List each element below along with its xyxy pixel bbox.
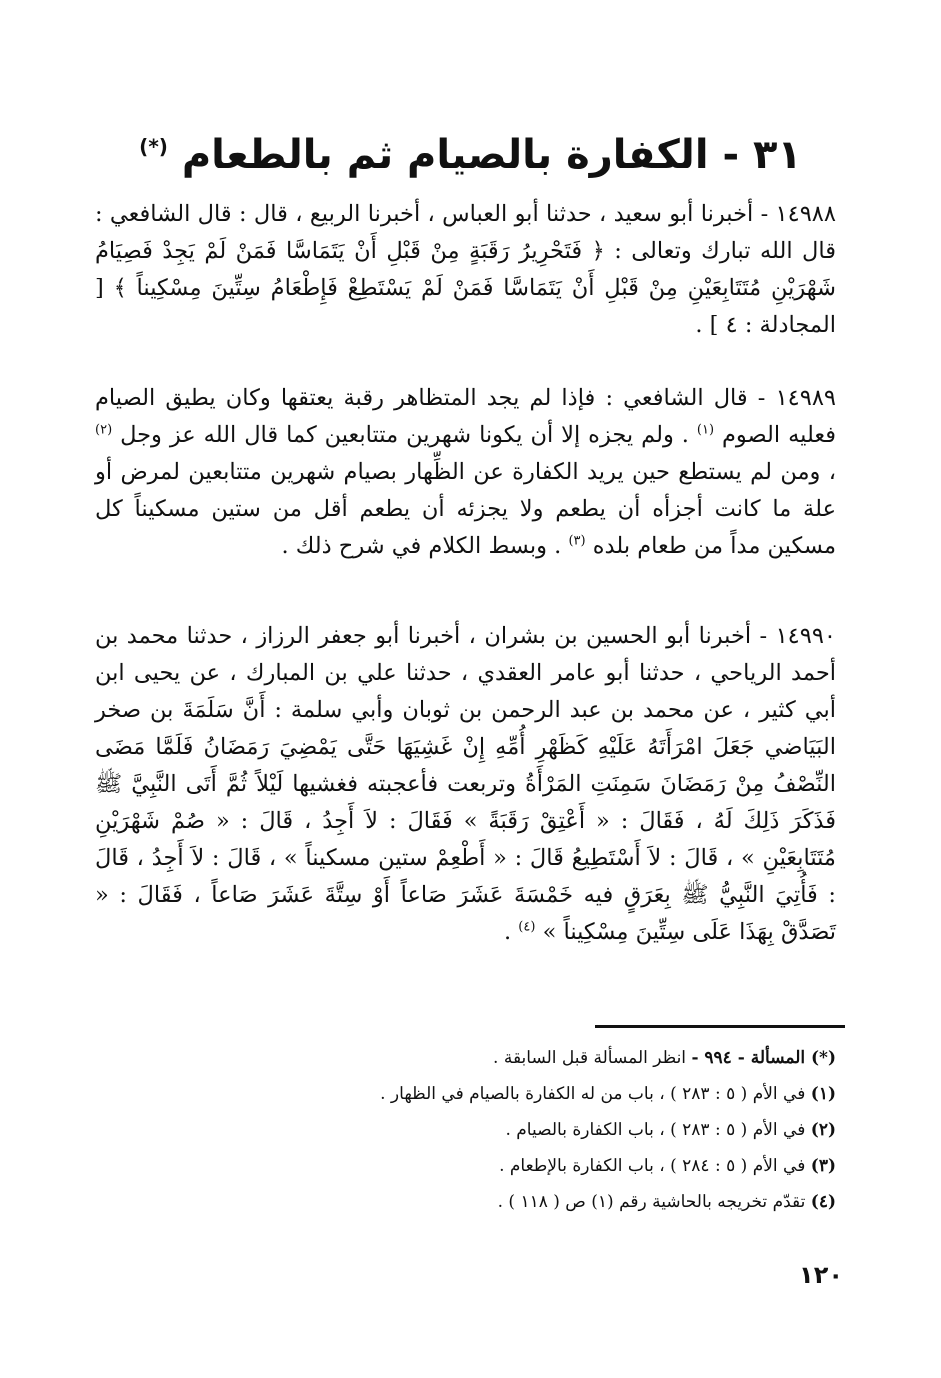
paragraph-text: أخبرنا أبو الحسين بن بشران ، أخبرنا أبو جعفر الرزاز ، حدثنا محمد بن أحمد الرياحي ، حدثنا أبو عامر العقدي ، حدثنا علي بن المبارك ، عن يحيى ابن أبي كثير ، عن محمد بن عبد الرحمن بن ثوبان وأبي سلمة : أَنَّ سَلَمَةَ بن صخر البَيَاضي جَعَلَ امْرَأَتَهُ عَلَيْهِ كَظَهْرِ أُمِّهِ إِنْ غَشِيَهَا حَتَّى يَمْضِيَ رَمَضَانُ فَلَمَّا مَضَى النِّصْفُ مِنْ رَمَضَانَ سَمِنَتِ المَرْأَةُ وتربعت فأعجبته فغشيها لَيْلاً ثُمَّ أَتَى النَّبِيَّ ﷺ فَذَكَرَ ذَلِكَ لَهُ ، فَقَالَ : « أَعْتِقْ رَقَبَةً » فَقَالَ : لاَ أَجِدُ ، قَالَ : « صُمْ شَهْرَيْنِ مُتَتَابِعَيْنِ » ، قَالَ : لاَ أَسْتَطِيعُ قَالَ : « أَطْعِمْ ستين مسكيناً » ، قَالَ : لاَ أَجِدُ ، قَالَ : فَأُتِيَ النَّبِيُّ ﷺ بِعَرَقٍ فيه خَمْسَةَ عَشَرَ صَاعاً أَوْ سِتَّةَ عَشَرَ صَاعاً ، فَقَالَ : « تَصَدَّقْ بِهَذَا عَلَى سِتِّينَ مِسْكِيناً »	[95, 623, 836, 945]
footnote	[300, 1184, 836, 1220]
footnote-tag: (٤)	[810, 1192, 836, 1212]
footnote-ref[interactable]: (٢)	[95, 422, 113, 438]
footnote-text: في الأم ( ٥ : ٢٨٤ ) ، باب الكفارة بالإطعام .	[499, 1156, 806, 1176]
footnote-ref[interactable]: (٣)	[568, 533, 586, 549]
footnote-ref[interactable]: (٤)	[518, 919, 536, 935]
footnote	[300, 1148, 836, 1184]
paragraph-number: ١٤٩٨٨	[775, 201, 836, 227]
footnote-text: تقدّم تخريجه بالحاشية رقم (١) ص ( ١١٨ ) .	[497, 1192, 806, 1212]
paragraph-14990: ١٤٩٩٠ - أخبرنا أبو الحسين بن بشران ، أخبرنا أبو جعفر الرزاز ، حدثنا محمد بن أحمد الرياحي ، حدثنا أبو عامر العقدي ، حدثنا علي بن المبارك ، عن يحيى ابن أبي كثير ، عن محمد بن عبد الرحمن بن ثوبان وأبي سلمة : أَنَّ سَلَمَةَ بن صخر البَيَاضي جَعَلَ امْرَأَتَهُ عَلَيْهِ كَظَهْرِ أُمِّهِ إِنْ غَشِيَهَا حَتَّى يَمْضِيَ رَمَضَانُ فَلَمَّا مَضَى النِّصْفُ مِنْ رَمَضَانَ سَمِنَتِ المَرْأَةُ وتربعت فأعجبته فغشيها لَيْلاً ثُمَّ أَتَى النَّبِيَّ ﷺ فَذَكَرَ ذَلِكَ لَهُ ، فَقَالَ : « أَعْتِقْ رَقَبَةً » فَقَالَ : لاَ أَجِدُ ، قَالَ : « صُمْ شَهْرَيْنِ مُتَتَابِعَيْنِ » ، قَالَ : لاَ أَسْتَطِيعُ قَالَ : « أَطْعِمْ ستين مسكيناً » ، قَالَ : لاَ أَجِدُ ، قَالَ : فَأُتِيَ النَّبِيُّ ﷺ بِعَرَقٍ فيه خَمْسَةَ عَشَرَ صَاعاً أَوْ سِتَّةَ عَشَرَ صَاعاً ، فَقَالَ : « تَصَدَّقْ بِهَذَا عَلَى سِتِّينَ مِسْكِيناً » $^{(٤)}$ .	[95, 623, 836, 945]
paragraph-text-part: . ولم يجزه إلا أن يكونا شهرين متتابعين كما قال الله عز وجل	[120, 422, 689, 448]
footnote	[300, 1076, 836, 1112]
paragraph-14989: ١٤٩٨٩ - قال الشافعي : فإذا لم يجد المتظاهر رقبة يعتقها وكان يطيق الصيام فعليه الصوم $^{(١)}$ . ولم يجزه إلا أن يكونا شهرين متتابعين كما قال الله عز وجل $^{(٢)}$ ، ومن لم يستطع حين يريد الكفارة عن الظِّهار بصيام شهرين متتابعين لمرض أو علة ما كانت أجزأه أن يطعم ولا يجزئه أن يطعم أقل من ستين مسكيناً كل مسكين مداً من طعام بلده $^{(٣)}$ . وبسط الكلام في شرح ذلك .	[95, 385, 836, 559]
chapter-title-text: ٣١ - الكفارة بالصيام ثم بالطعام	[181, 132, 802, 178]
chapter-title	[100, 120, 841, 190]
footnote-tag: (*) المسألة - ٩٩٤ -	[691, 1048, 836, 1068]
footnote-text: في الأم ( ٥ : ٢٨٣ ) ، باب الكفارة بالصيام .	[505, 1120, 806, 1140]
footnote-divider	[595, 1025, 845, 1028]
paragraph-number: ١٤٩٩٠	[775, 623, 836, 649]
paragraph-number: ١٤٩٨٩	[775, 385, 836, 411]
footnote-tag: (١)	[810, 1084, 836, 1104]
footnote-ref[interactable]: (١)	[696, 422, 715, 438]
footnote-text: في الأم ( ٥ : ٢٨٣ ) ، باب من له الكفارة بالصيام في الظهار .	[380, 1084, 806, 1104]
chapter-title-marker: (*)	[139, 134, 168, 159]
footnote	[300, 1112, 836, 1148]
paragraph-text-part: . وبسط الكلام في شرح ذلك .	[281, 533, 562, 559]
paragraph-text-part: ، ومن لم يستطع حين يريد الكفارة عن الظِّهار بصيام شهرين متتابعين لمرض أو علة ما كانت أجزأه أن يطعم ولا يجزئه أن يطعم أقل من ستين مسكيناً كل مسكين مداً من طعام بلده	[95, 459, 836, 559]
footnotes	[300, 1040, 836, 1220]
footnote	[300, 1040, 836, 1076]
paragraph-text: أخبرنا أبو سعيد ، حدثنا أبو العباس ، أخبرنا الربيع ، قال : قال الشافعي : قال الله تبارك وتعالى : ﴿ فَتَحْرِيرُ رَقَبَةٍ مِنْ قَبْلِ أَنْ يَتَمَاسَّا فَمَنْ لَمْ يَجِدْ فَصِيَامُ شَهْرَيْنِ مُتَتَابِعَيْنِ مِنْ قَبْلِ أَنْ يَتَمَاسَّا فَمَنْ لَمْ يَسْتَطِعْ فَإِطْعَامُ سِتِّينَ مِسْكِيناً ﴾ [ المجادلة : ٤ ] .	[95, 201, 836, 338]
footnote-tag: (٣)	[810, 1156, 836, 1176]
page-number: ١٢٠	[799, 1261, 843, 1289]
paragraph-ending: .	[503, 919, 512, 945]
footnote-text: انظر المسألة قبل السابقة .	[493, 1048, 687, 1068]
footnote-tag: (٢)	[810, 1120, 836, 1140]
paragraph-text-part: قال الشافعي : فإذا لم يجد المتظاهر رقبة يعتقها وكان يطيق الصيام فعليه الصوم	[95, 385, 836, 448]
paragraph-14988: ١٤٩٨٨ - أخبرنا أبو سعيد ، حدثنا أبو العباس ، أخبرنا الربيع ، قال : قال الشافعي : قال الله تبارك وتعالى : ﴿ فَتَحْرِيرُ رَقَبَةٍ مِنْ قَبْلِ أَنْ يَتَمَاسَّا فَمَنْ لَمْ يَجِدْ فَصِيَامُ شَهْرَيْنِ مُتَتَابِعَيْنِ مِنْ قَبْلِ أَنْ يَتَمَاسَّا فَمَنْ لَمْ يَسْتَطِعْ فَإِطْعَامُ سِتِّينَ مِسْكِيناً ﴾ [ المجادلة : ٤ ] .	[95, 201, 836, 338]
